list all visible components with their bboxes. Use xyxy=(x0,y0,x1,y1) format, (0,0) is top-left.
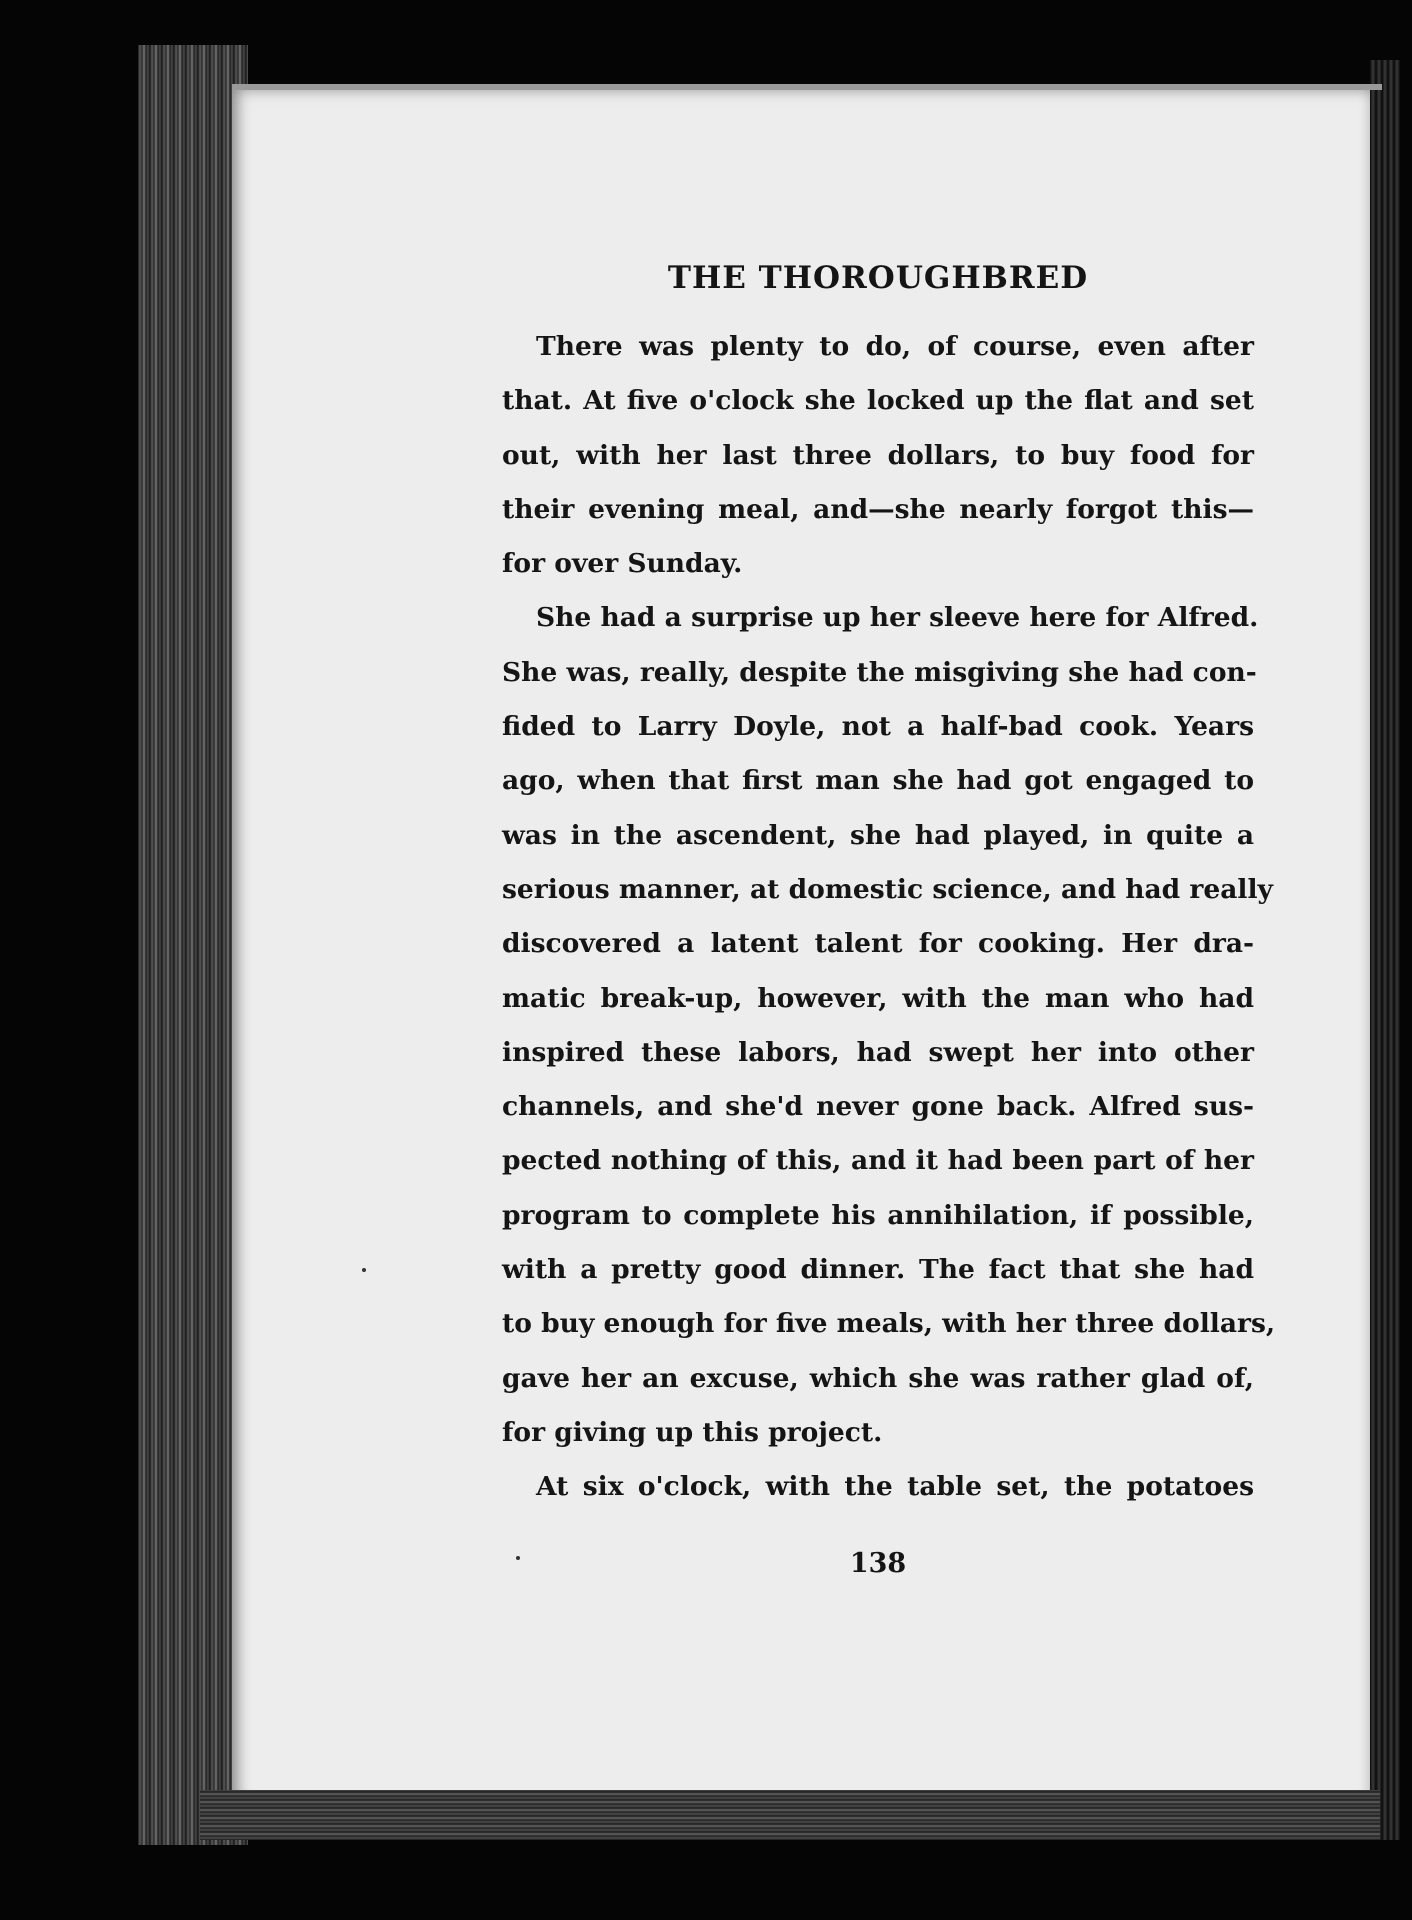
text-line: their evening meal, and—she nearly forgot this— xyxy=(502,493,1254,525)
scan-speck xyxy=(362,1268,366,1272)
text-line: program to complete his annihilation, if possible, xyxy=(502,1199,1254,1231)
text-line: She was, really, despite the misgiving she had con- xyxy=(502,656,1257,688)
text-line: There was plenty to do, of course, even after xyxy=(536,331,1254,362)
text-line: pected nothing of this, and it had been part of her xyxy=(502,1145,1254,1177)
paragraph-1 xyxy=(502,320,1254,591)
paragraph-3 xyxy=(502,1460,1254,1514)
book-page-edges-bottom xyxy=(200,1790,1380,1840)
scan-speck xyxy=(516,1556,520,1560)
text-line: inspired these labors, had swept her into other xyxy=(502,1036,1254,1068)
text-line: channels, and she'd never gone back. Alfred sus- xyxy=(502,1091,1254,1123)
page-number: 138 xyxy=(849,1548,907,1579)
text-line: She had a surprise up her sleeve here for Alfred. xyxy=(536,602,1259,634)
text-line: At six o'clock, with the table set, the potatoes xyxy=(536,1471,1254,1503)
text-line: ago, when that first man she had got engaged to xyxy=(502,765,1254,797)
text-line: gave her an excuse, which she was rather glad of, xyxy=(502,1362,1254,1394)
text-line: out, with her last three dollars, to buy food for xyxy=(502,439,1254,471)
book-page-edges-right xyxy=(1370,60,1400,1840)
text-line: fided to Larry Doyle, not a half-bad cook. Years xyxy=(502,711,1254,743)
text-line: was in the ascendent, she had played, in quite a xyxy=(502,819,1254,851)
running-head: THE THOROUGHBRED xyxy=(667,260,1089,296)
text-line: matic break-up, however, with the man who had xyxy=(502,982,1254,1014)
text-line: for giving up this project. xyxy=(502,1416,883,1448)
text-line: serious manner, at domestic science, and had really xyxy=(502,873,1273,905)
text-line: discovered a latent talent for cooking. Her dra- xyxy=(502,928,1254,960)
text-line: with a pretty good dinner. The fact that she had xyxy=(502,1254,1254,1286)
text-block xyxy=(502,258,1276,1515)
text-line: to buy enough for five meals, with her three dollars, xyxy=(502,1308,1276,1340)
paragraph-2 xyxy=(502,591,1276,1460)
text-line: for over Sunday. xyxy=(502,548,743,580)
text-line: that. At five o'clock she locked up the flat and set xyxy=(502,385,1254,417)
